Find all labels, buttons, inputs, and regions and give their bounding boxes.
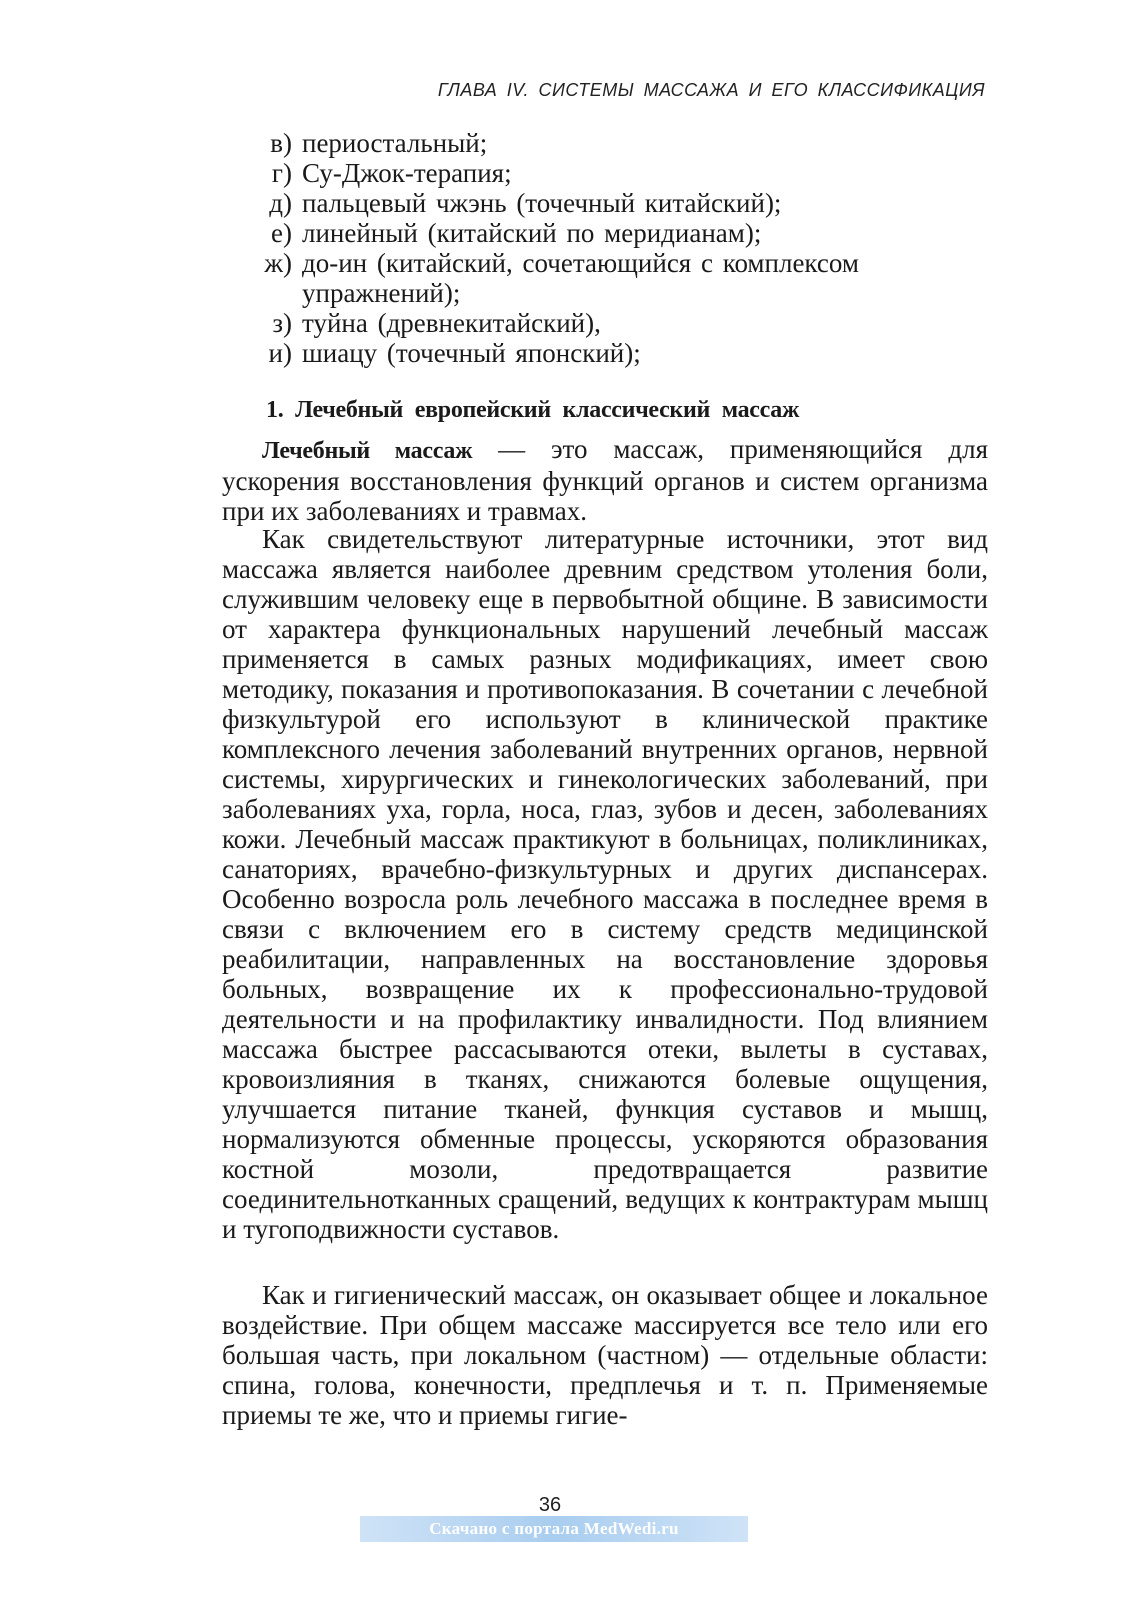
- list-marker: в): [270, 128, 292, 158]
- paragraph-effects: [222, 1280, 988, 1430]
- page-number: 36: [538, 1494, 562, 1516]
- list-marker: ж): [264, 248, 292, 278]
- list-item: [256, 128, 956, 158]
- list-item-text: до-ин (китайский, сочетающийся с комплексом упражнений);: [302, 248, 859, 308]
- section-heading: 1. Лечебный европейский классический массаж: [266, 397, 800, 423]
- list-marker: и): [268, 338, 292, 368]
- paragraph: Как и гигиенический массаж, он оказывает общее и локальное воздействие. При общем массаже массируется все тело или его большая часть, при локальном (частном) — отдельные области: спина, голова, конечности, предплечья и т. п. Применяемые приемы те же, что и приемы гигие-: [222, 1280, 988, 1430]
- paragraph-history: [222, 524, 988, 1244]
- list-item-text: туйна (древнекитайский),: [302, 308, 601, 338]
- download-watermark: Скачано с портала MedWedi.ru: [360, 1516, 748, 1542]
- list-item-text: Су-Джок-терапия;: [302, 158, 512, 188]
- classification-list: [256, 128, 956, 368]
- list-item: [256, 218, 956, 248]
- list-item: [256, 248, 956, 308]
- list-item: [256, 158, 956, 188]
- list-marker: г): [271, 158, 292, 188]
- list-marker: д): [269, 188, 292, 218]
- list-item: [256, 338, 956, 368]
- list-item-text: линейный (китайский по меридианам);: [302, 218, 762, 248]
- paragraph: Как свидетельствуют литературные источники, этот вид массажа является наиболее древним средством утоления боли, служившим человеку еще в первобытной общине. В зависимости от характера функциональных нарушений лечебный массаж применяется в самых разных модификациях, имеет свою методику, показания и противопоказания. В сочетании с лечебной физкультурой его используют в клинической практике комплексного лечения заболеваний внутренних органов, нервной системы, хирургических и гинекологических заболеваний, при заболеваниях уха, горла, носа, глаз, зубов и десен, заболеваниях кожи. Лечебный массаж практикуют в больницах, поликлиниках, санаториях, врачебно-физкультурных и других диспансерах. Особенно возросла роль лечебного массажа в последнее время в связи с включением его в систему средств медицинской реабилитации, направленных на восстановление здоровья больных, возвращение их к профессионально-трудовой деятельности и на профилактику инвалидности. Под влиянием массажа быстрее рассасываются отеки, вылеты в суставах, кровоизлияния в тканях, снижаются болевые ощущения, улучшается питание тканей, функция суставов и мышц, нормализуются обменные процессы, ускоряются образования костной мозоли, предотвращается развитие соединительнотканных сращений, ведущих к контрактурам мышц и тугоподвижности суставов.: [222, 524, 988, 1244]
- list-item-text: периостальный;: [302, 128, 488, 158]
- list-item-text: шиацу (точечный японский);: [302, 338, 641, 368]
- list-marker: з): [272, 308, 292, 338]
- running-header: ГЛАВА IV. СИСТЕМЫ МАССАЖА И ЕГО КЛАССИФИКАЦИЯ: [437, 80, 985, 100]
- list-item: [256, 188, 956, 218]
- list-marker: е): [271, 218, 292, 248]
- definition-text: — это массаж, применяющийся для ускорения восстановления функций органов и систем организма при их заболеваниях и травмах.: [222, 434, 988, 526]
- paragraph: [222, 434, 988, 526]
- list-item: [256, 308, 956, 338]
- paragraph-definition: [222, 434, 988, 526]
- list-item-text: пальцевый чжэнь (точечный китайский);: [302, 188, 782, 218]
- defined-term: Лечебный массаж: [262, 438, 473, 464]
